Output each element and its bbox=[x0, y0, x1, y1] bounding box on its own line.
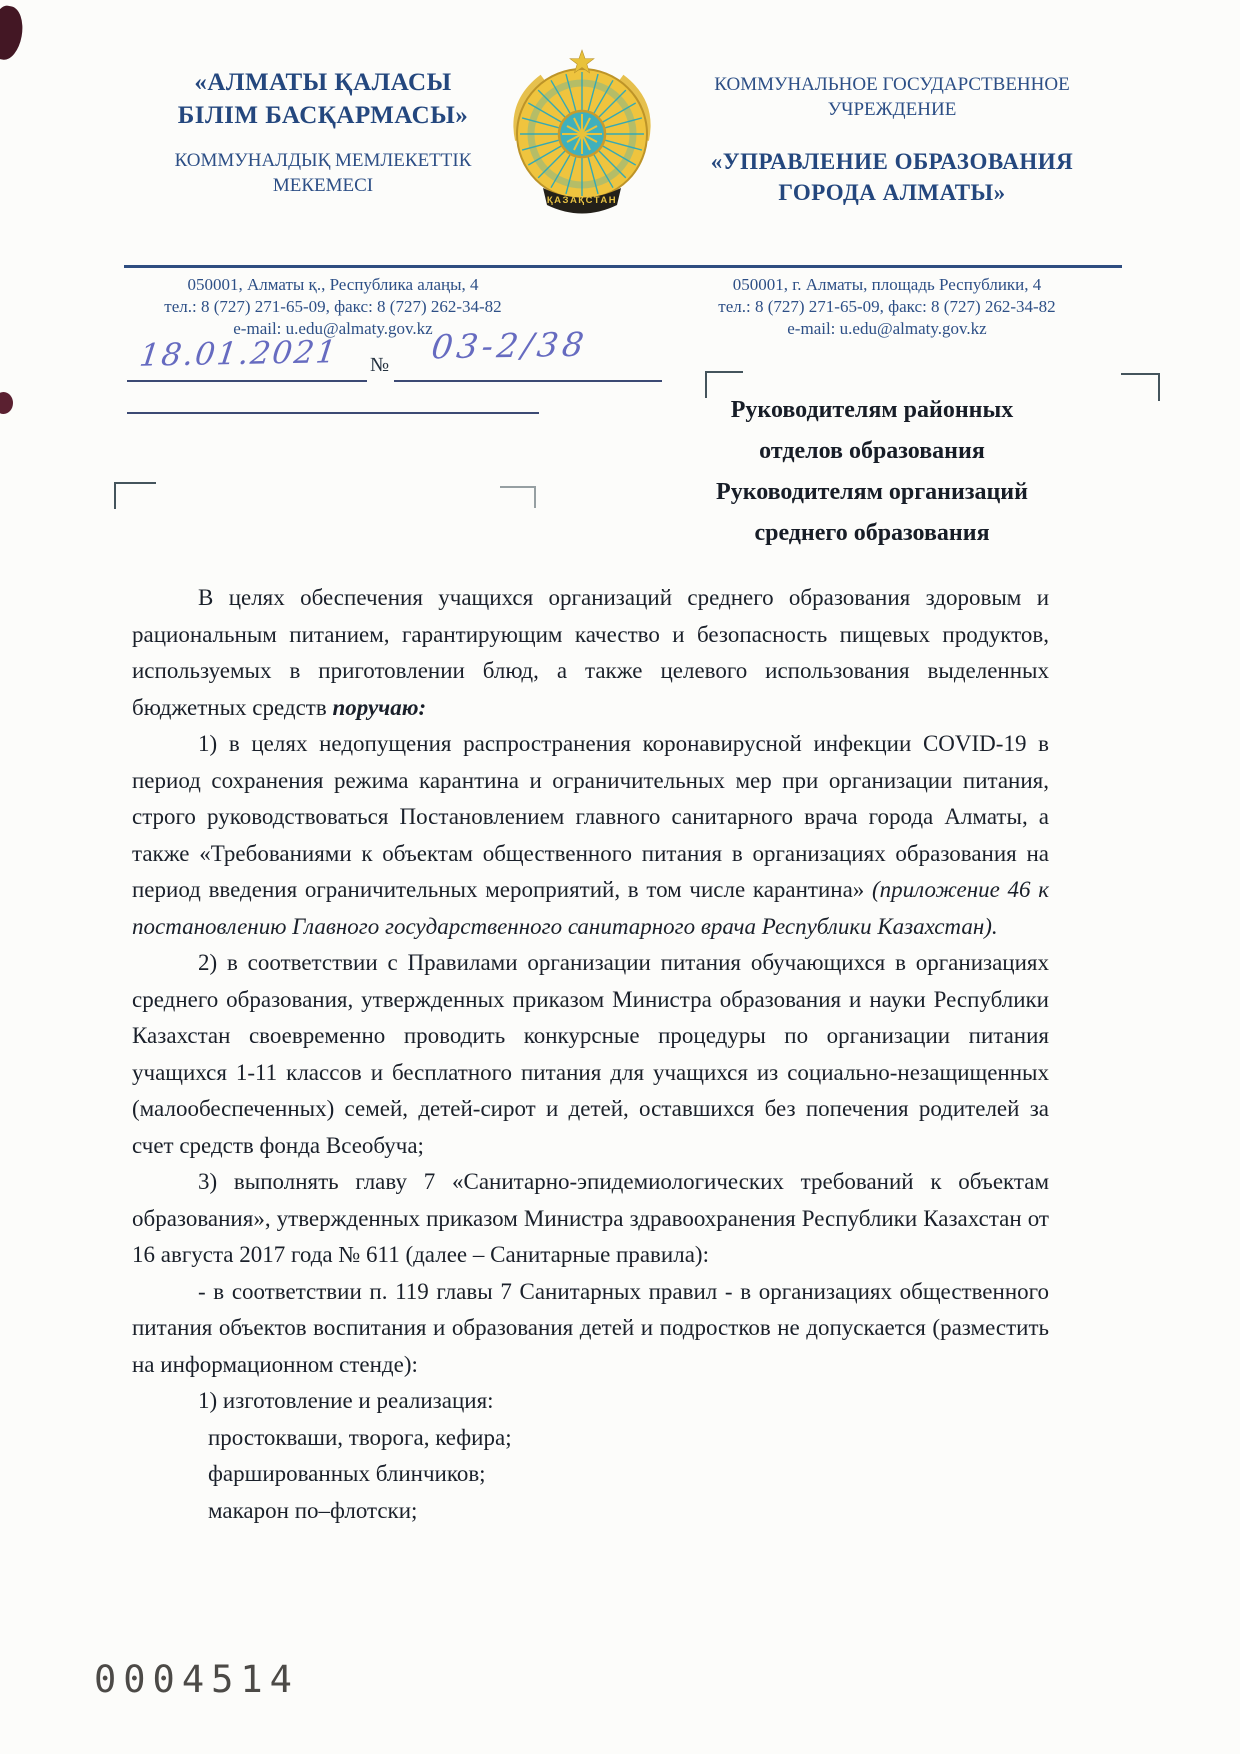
scan-artifact bbox=[0, 4, 26, 62]
email-line: e-mail: u.edu@almaty.gov.kz bbox=[787, 319, 987, 338]
stamp-number: 0004514 bbox=[94, 1658, 299, 1701]
org-name-kazakh bbox=[108, 66, 538, 198]
list-item: 1) изготовление и реализация: bbox=[198, 1388, 494, 1413]
paragraph-item-1 bbox=[132, 726, 1049, 945]
handwritten-number: 03-2/38 bbox=[429, 324, 590, 367]
paragraph-intro-emphasis: поручаю: bbox=[332, 694, 427, 720]
paragraph-item-2: 2) в соответствии с Правилами организации питания обучающихся в организациях среднего образования, утвержденных приказом Министра образования и науки Республики Казахстан своевременно проводить конкурсные процедуры по организации питания учащихся 1-11 классов и бесплатного питания для учащихся из социально-незащищенных (малообеспеченных) семей, детей-сирот и детей, оставшихся без попечения родителей за счет средств фонда Всеобуча; bbox=[132, 950, 1049, 1158]
org-ru-title-line1: «УПРАВЛЕНИЕ ОБРАЗОВАНИЯ bbox=[710, 149, 1074, 174]
letter-body bbox=[132, 580, 1049, 1529]
reference-number-label: № bbox=[370, 354, 390, 376]
list-item: макарон по–флотски; bbox=[208, 1497, 418, 1523]
list-item: простокваши, творога, кефира; bbox=[208, 1424, 512, 1450]
org-kk-subtitle-line2: МЕКЕМЕСІ bbox=[272, 175, 374, 196]
org-ru-type-line2: УЧРЕЖДЕНИЕ bbox=[827, 99, 957, 120]
paragraph-intro bbox=[132, 580, 1049, 726]
list-item: фаршированных блинчиков; bbox=[208, 1461, 486, 1486]
number-underline bbox=[394, 380, 662, 382]
recipient-line: Руководителям районных bbox=[730, 397, 1014, 423]
org-ru-title-line2: ГОРОДА АЛМАТЫ» bbox=[778, 180, 1006, 205]
address-line: 050001, Алматы қ., Республика алаңы, 4 bbox=[187, 275, 479, 294]
org-name-russian bbox=[652, 72, 1132, 208]
contact-block-right bbox=[658, 274, 1116, 340]
corner-bracket-recipient-right bbox=[1121, 373, 1160, 401]
scan-artifact bbox=[0, 392, 13, 414]
paragraph-item-3: 3) выполнять главу 7 «Санитарно-эпидемиологических требований к объектам образования», утвержденных приказом Министра здравоохранения Республики Казахстан от 16 августа 2017 года № 611 (далее – Санитарные правила): bbox=[132, 1169, 1049, 1267]
org-kk-subtitle-line1: КОММУНАЛДЫҚ МЕМЛЕКЕТТІК bbox=[174, 150, 472, 171]
phone-fax-line: тел.: 8 (727) 271-65-09, факс: 8 (727) 262-34-82 bbox=[164, 297, 502, 316]
secondary-rule-line bbox=[127, 412, 539, 414]
corner-bracket-left-zone-right bbox=[500, 486, 536, 508]
org-ru-type-line1: КОММУНАЛЬНОЕ ГОСУДАРСТВЕННОЕ bbox=[714, 74, 1070, 95]
header-divider-line bbox=[124, 265, 1122, 268]
email-line: e-mail: u.edu@almaty.gov.kz bbox=[233, 319, 433, 338]
paragraph-rule-119: - в соответствии п. 119 главы 7 Санитарных правил - в организациях общественного питания объектов воспитания и образования детей и подростков не допускается (разместить на информационном стенде): bbox=[132, 1278, 1049, 1377]
recipient-block bbox=[668, 390, 1076, 554]
emblem-banner-text: ҚАЗАҚСТАН bbox=[546, 195, 618, 206]
handwritten-date: 18.01.2021 bbox=[137, 334, 340, 374]
phone-fax-line: тел.: 8 (727) 271-65-09, факс: 8 (727) 262-34-82 bbox=[718, 297, 1056, 316]
kazakhstan-state-emblem-icon bbox=[509, 44, 655, 222]
org-kk-title-line2: БІЛІМ БАСҚАРМАСЫ» bbox=[177, 102, 469, 129]
recipient-line: отделов образования bbox=[759, 438, 985, 464]
recipient-line: Руководителям организаций bbox=[716, 479, 1028, 505]
date-underline bbox=[127, 380, 367, 382]
paragraph-item-1-text: 1) в целях недопущения распространения коронавирусной инфекции COVID-19 в период сохранения режима карантина и ограничительных мер при организации питания, строго руководствоваться Постановлением главного санитарного врача города Алматы, а также «Требованиями к объектам общественного питания в организациях образования на период введения ограничительных мероприятий, в том числе карантина» bbox=[132, 731, 1049, 902]
address-line: 050001, г. Алматы, площадь Республики, 4 bbox=[732, 275, 1042, 294]
org-kk-title-line1: «АЛМАТЫ ҚАЛАСЫ bbox=[194, 69, 452, 96]
corner-bracket-left-zone bbox=[114, 482, 156, 509]
paragraph-intro-text: В целях обеспечения учащихся организаций среднего образования здоровым и рациональным питанием, гарантирующим качество и безопасность пищевых продуктов, используемых в приготовлении блюд, а также целевого использования выделенных бюджетных средств bbox=[132, 585, 1049, 720]
paragraph-item-1-annex: (приложение 46 к постановлению Главного государственного санитарного врача Республики Казахстан). bbox=[132, 877, 1049, 939]
recipient-line: среднего образования bbox=[754, 520, 990, 546]
